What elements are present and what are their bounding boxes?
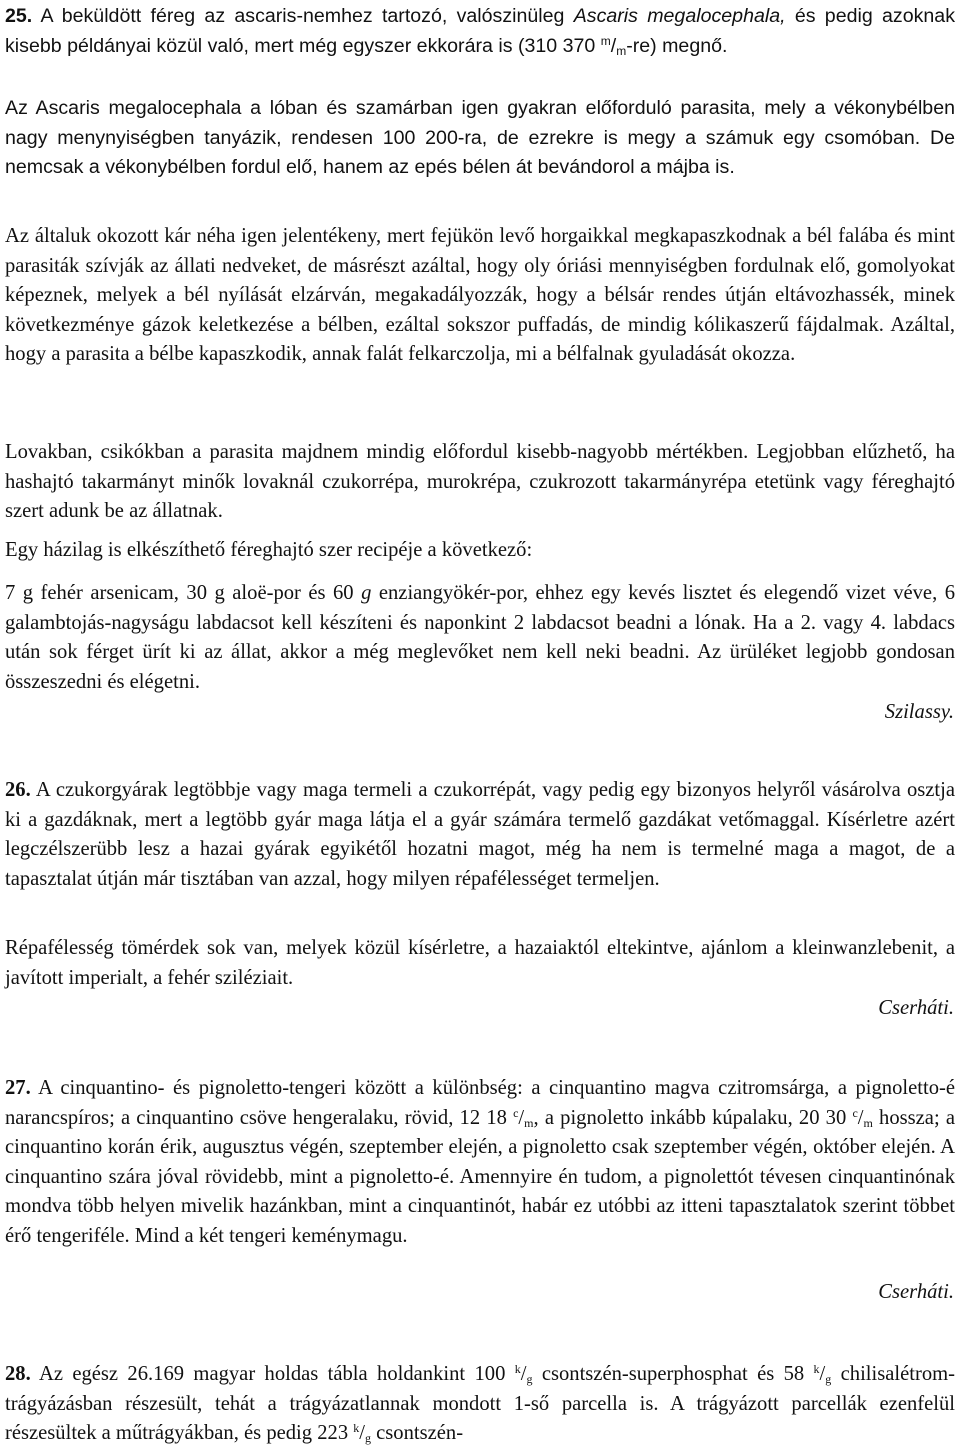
signature-cserhati-2: Cserháti. [878, 1281, 954, 1303]
unit-fraction: $^c/_m$ [852, 1105, 873, 1130]
section-number: 27. [5, 1077, 31, 1099]
unit-fraction: $^c/_m$ [513, 1105, 534, 1130]
section-number: 26. [5, 779, 31, 801]
signature-cserhati-1: Cserháti. [878, 997, 954, 1019]
section-27-paragraph: 27. A cinquantino- és pignoletto-tengeri között a különbség: a cinquantino magva czitromsárga, a pignoletto-é narancspíros; a cinquantino csöve hengeralaku, rövid, 12 18 $^c/_m$, a pignoletto inkább kúpalaku, 20 30 $^c/_m$ hossza; a cinquantino korán érik, augusztus végén, szeptember elején, a pignoletto csak szeptember végén, október elején. A cinquantino szára jóval rövidebb, mint a pignoletto-é. Amennyire én tudom, a pignolettót tévesen cinquantinónak mondva több helyen mivelik hazánkban, mint a cinquantinót, habár ez utóbbi az itteni tapasztalatok szerint többet érő tengeriféle. Mind a két tengeri keménymagu. [5, 1077, 955, 1247]
section-number: 25. [5, 5, 33, 27]
section-25-paragraph-3: Az általuk okozott kár néha igen jelentékeny, mert fejükön levő horgaikkal megkapaszkodnak a bél falába és mint parasiták szívják az állati nedveket, de másrészt azáltal, hogy oly óriási mennyiségben fordulnak elő, gomolyokat képeznek, melyek a bél nyílását elzárván, megakadályozzák, hogy a bélsár rendes útján eltávozhassék, minek következménye gázok keletkezése a bélben, ezáltal sokszor puffadás, de mindig kólikaszerű fájdalmak. Azáltal, hogy a parasita a bélbe kapaszkodik, annak falát felkarczolja, mi a bélfalnak gyuladását okozza. [5, 225, 955, 366]
section-25-intro: 25. A beküldött féreg az ascaris-nemhez tartozó, valószinüleg Ascaris megalocephala, és pedig azoknak kisebb példányai közül való, mert még egyszer ekkorára is (310 370 $^m/_m-re$) megnő. [5, 5, 955, 58]
section-26-paragraph-2: Répafélesség tömérdek sok van, melyek közül kísérletre, a hazaiaktól eltekintve, ajánlom a kleinwanzlebenit, a javított imperialt, a fehér sziléziait. [5, 937, 955, 989]
species-name: Ascaris megalocephala, [573, 5, 786, 27]
unit-fraction: $^k/_g$ [813, 1362, 832, 1386]
section-28-paragraph: 28. Az egész 26.169 magyar holdas tábla holdankint 100 $^k/_g$ csontszén-superphosphat és 58 $^k/_g$ chilisalétrom-trágyázásban részesült, tehát a trágyázatlannak mondott 1-ső parcella is. A trágyázott parcellák ezenfelül részesültek a műtrágyákban, és pedig 223 $^k/_g$ csontszén- [5, 1362, 956, 1446]
section-25-paragraph-2: Az Ascaris megalocephala a lóban és szamárban igen gyakran előforduló parasita, mely a vékonybélben nagy menynyiségben tanyázik, rendesen 100 200-ra, de ezrekre is megy a számuk egy csomóban. De nemcsak a vékonybélben fordul elő, hanem az epés bélen át bevándorol a májba is. [5, 97, 955, 179]
section-25-paragraph-5: Egy házilag is elkészíthető féreghajtó szer recipéje a következő: [5, 539, 533, 561]
section-25-recipe: 7 g fehér arsenicam, 30 g aloë-por és 60 g enziangyökér-por, ehhez egy kevés lisztet és elegendő vizet véve, 6 galambtojás-nagyságu labdacsot kell készíteni és naponkint 2 labdacsot beadni a lónak. Ha a 2. vagy 4. labdacs után sok férget ürít ki az állat, akkor a még meglevőket nem kell neki beadni. Az ürüléket legjobb gondosan összeszedni és elégetni. [5, 582, 955, 693]
section-number: 28. [5, 1363, 31, 1385]
unit-fraction: $^k/_g$ [514, 1362, 533, 1386]
signature-szilassy: Szilassy. [884, 701, 954, 723]
section-26-paragraph-1: 26. A czukorgyárak legtöbbje vagy maga termeli a czukorrépát, vagy pedig egy bizonyos helyről vásárolva osztja ki a gazdáknak, mert a legtöbb gyár maga látja el a gyár számára termelő gazdákat vetőmaggal. Kísérletre azért legczélszerübb lesz a hazai gyárak egyikétől hozatni magot, még ha nem is termelné maga a magot, de a tapasztalat útján már tisztában van azzal, hogy milyen répafélességet termeljen. [5, 779, 955, 890]
unit-fraction: $^k/_g$ [353, 1421, 371, 1446]
unit-fraction: $^m/_m$ [600, 33, 627, 58]
section-25-paragraph-4: Lovakban, csikókban a parasita majdnem mindig előfordul kisebb-nagyobb mértékben. Legjobban elűzhető, ha hashajtó takarmányt minők lovaknál czukorrépa, murokrépa, czukrozott takarmányrépa etetünk vagy féreghajtó szert adunk be az állatnak. [5, 441, 955, 523]
